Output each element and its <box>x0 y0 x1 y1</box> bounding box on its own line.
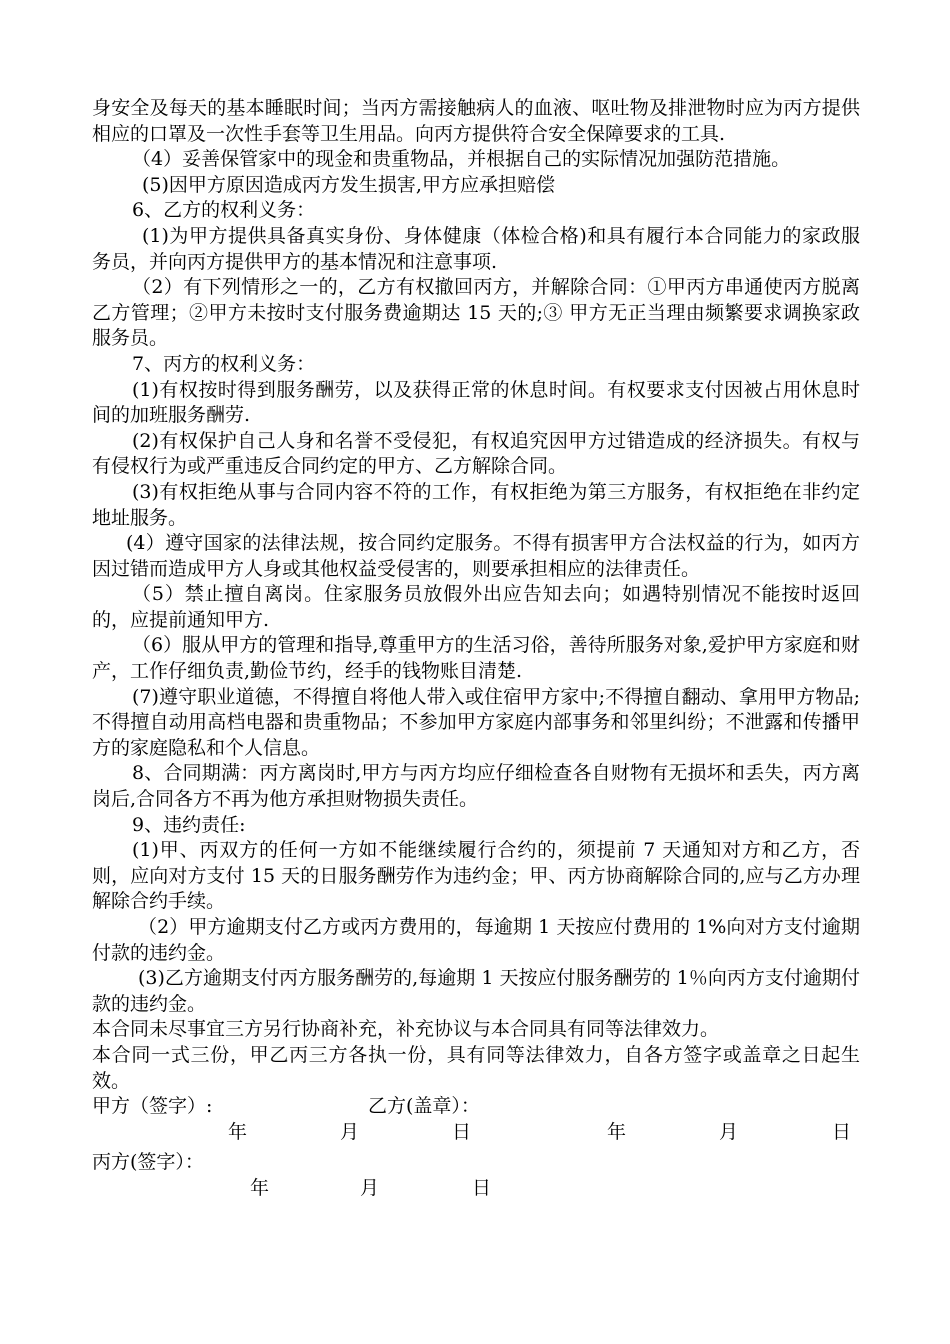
paragraph: (3)有权拒绝从事与合同内容不符的工作，有权拒绝为第三方服务，有权拒绝在非约定地址服务。 <box>92 480 860 529</box>
paragraph: (1)为甲方提供具备真实身份、身体健康（体检合格)和具有履行本合同能力的家政服务员，并向丙方提供甲方的基本情况和注意事项. <box>92 224 860 273</box>
party-b-seal-label: 乙方(盖章）： <box>368 1095 480 1118</box>
paragraph: 身安全及每天的基本睡眠时间；当丙方需接触病人的血液、呕吐物及排泄物时应为丙方提供相应的口罩及一次性手套等卫生用品。向丙方提供符合安全保障要求的工具. <box>92 97 860 145</box>
paragraph: 本合同未尽事宜三方另行协商补充，补充协议与本合同具有同等法律效力。 <box>92 1018 720 1041</box>
paragraph: （2）有下列情形之一的，乙方有权撤回丙方，并解除合同：①甲丙方串通使丙方脱离乙方管理；②甲方未按时支付服务费逾期达 15 天的;③ 甲方无正当理由频繁要求调换家政服务员。 <box>92 276 860 350</box>
paragraph: (2)有权保护自己人身和名誉不受侵犯，有权追究因甲方过错造成的经济损失。有权与有侵权行为或严重违反合同约定的甲方、乙方解除合同。 <box>92 429 860 478</box>
section-heading: 9、违约责任: <box>132 813 246 836</box>
paragraph: (3)乙方逾期支付丙方服务酬劳的,每逾期 1 天按应付服务酬劳的 1％向丙方支付逾期付款的违约金。 <box>92 967 860 1015</box>
paragraph: （6）服从甲方的管理和指导,尊重甲方的生活习俗，善待所服务对象,爱护甲方家庭和财产，工作仔细负责,勤俭节约，经手的钱物账目清楚. <box>92 634 860 683</box>
paragraph: （4）妥善保管家中的现金和贵重物品，并根据自己的实际情况加强防范措施。 <box>132 148 791 171</box>
paragraph: （2）甲方逾期支付乙方或丙方费用的，每逾期 1 天按应付费用的 1%向对方支付逾期付款的违约金。 <box>92 916 860 964</box>
date-row-c <box>92 1176 860 1206</box>
signature-row-a-b <box>92 1094 860 1120</box>
contract-body <box>92 96 860 1206</box>
date-year: 年 <box>228 1121 248 1144</box>
paragraph: （5）禁止擅自离岗。住家服务员放假外出应告知去向；如遇特别情况不能按时返回的，应提前通知甲方. <box>92 583 860 631</box>
date-row-a-b <box>92 1120 860 1150</box>
date-month: 月 <box>340 1121 360 1144</box>
date-year: 年 <box>250 1177 270 1200</box>
party-a-signature-label: 甲方（签字）: <box>92 1095 213 1118</box>
party-c-signature-label: 丙方(签字）： <box>92 1151 204 1174</box>
paragraph: (5)因甲方原因造成丙方发生损害,甲方应承担赔偿 <box>142 173 555 196</box>
section-heading: 6、乙方的权利义务： <box>132 199 316 222</box>
paragraph: 8、合同期满：丙方离岗时,甲方与丙方均应仔细检查各自财物有无损坏和丢失，丙方离岗后,合同各方不再为他方承担财物损失责任。 <box>92 762 860 811</box>
paragraph: (1)有权按时得到服务酬劳，以及获得正常的休息时间。有权要求支付因被占用休息时间的加班服务酬劳. <box>92 378 860 427</box>
paragraph: (1)甲、丙双方的任何一方如不能继续履行合约的，须提前 7 天通知对方和乙方，否则，应向对方支付 15 天的日服务酬劳作为违约金；甲、丙方协商解除合同的,应与乙方办理解除合约手续。 <box>92 839 860 913</box>
date-day: 日 <box>832 1121 852 1144</box>
date-day: 日 <box>472 1177 492 1200</box>
date-month: 月 <box>360 1177 380 1200</box>
paragraph: (7)遵守职业道德，不得擅自将他人带入或住宿甲方家中;不得擅自翻动、拿用甲方物品;不得擅自动用高档电器和贵重物品；不参加甲方家庭内部事务和邻里纠纷；不泄露和传播甲方的家庭隐私和个人信息。 <box>92 685 860 759</box>
section-heading: 7、丙方的权利义务： <box>132 352 316 375</box>
date-year: 年 <box>607 1121 627 1144</box>
date-day: 日 <box>452 1121 472 1144</box>
paragraph: 本合同一式三份，甲乙丙三方各执一份，具有同等法律效力，自各方签字或盖章之日起生效。 <box>92 1043 860 1092</box>
paragraph: (4）遵守国家的法律法规，按合同约定服务。不得有损害甲方合法权益的行为，如丙方因过错而造成甲方人身或其他权益受侵害的，则要承担相应的法律责任。 <box>92 532 860 580</box>
date-month: 月 <box>719 1121 739 1144</box>
signature-row-c <box>92 1150 860 1176</box>
